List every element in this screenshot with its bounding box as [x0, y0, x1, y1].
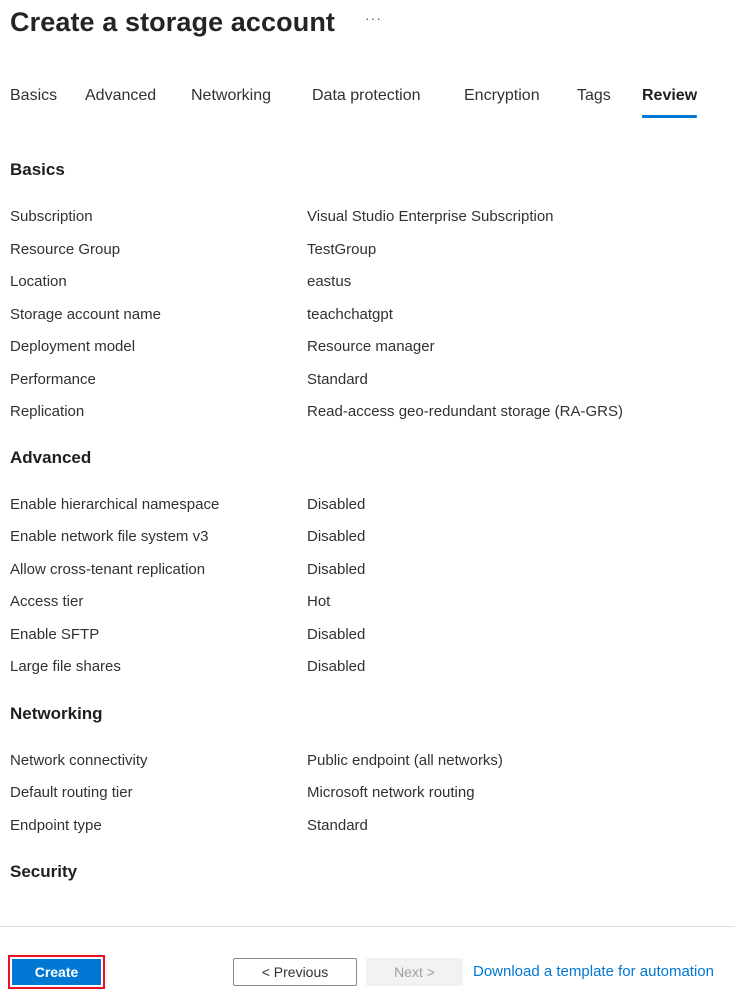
row-value: Microsoft network routing: [307, 784, 475, 801]
row-value: teachchatgpt: [307, 306, 393, 323]
row-label: Subscription: [10, 208, 93, 225]
section-heading-basics: Basics: [10, 160, 65, 179]
section-heading-advanced: Advanced: [10, 448, 92, 467]
wizard-tabs: [0, 76, 735, 118]
row-label: Replication: [10, 403, 85, 420]
row-value: Disabled: [307, 496, 366, 513]
row-value: Visual Studio Enterprise Subscription: [307, 208, 554, 225]
summary-row: [10, 655, 730, 679]
previous-button[interactable]: < Previous: [233, 958, 357, 986]
summary-row: [10, 303, 730, 327]
row-label: Endpoint type: [10, 817, 102, 834]
title-row: [10, 2, 382, 42]
row-value: Standard: [307, 817, 368, 834]
row-label: Default routing tier: [10, 784, 133, 801]
tab-advanced[interactable]: Advanced: [85, 87, 157, 104]
summary-row: [10, 781, 730, 805]
summary-row: [10, 558, 730, 582]
tab-data-protection[interactable]: Data protection: [312, 87, 421, 104]
summary-row: [10, 335, 730, 359]
summary-row: [10, 749, 730, 773]
row-label: Large file shares: [10, 658, 121, 675]
footer-divider: [0, 926, 735, 927]
page-title: Create a storage account: [10, 6, 336, 37]
create-button[interactable]: Create: [12, 959, 101, 985]
summary-row: [10, 400, 730, 424]
row-label: Enable network file system v3: [10, 528, 209, 545]
section-heading-security: Security: [10, 862, 78, 881]
row-label: Access tier: [10, 593, 84, 610]
summary-row: [10, 623, 730, 647]
row-label: Resource Group: [10, 241, 121, 258]
next-button: Next >: [366, 958, 463, 986]
row-label: Enable hierarchical namespace: [10, 496, 220, 513]
row-label: Storage account name: [10, 306, 161, 323]
summary-row: [10, 238, 730, 262]
row-value: Disabled: [307, 561, 366, 578]
tab-review[interactable]: Review: [642, 76, 697, 116]
download-template-link[interactable]: Download a template for automation: [473, 963, 714, 980]
row-value: Disabled: [307, 528, 366, 545]
row-value: Disabled: [307, 658, 366, 675]
summary-row: [10, 368, 730, 392]
row-label: Network connectivity: [10, 752, 148, 769]
row-label: Performance: [10, 371, 96, 388]
summary-row: [10, 270, 730, 294]
row-label: Allow cross-tenant replication: [10, 561, 206, 578]
row-label: Location: [10, 273, 67, 290]
row-value: Resource manager: [307, 338, 435, 355]
tab-networking[interactable]: Networking: [191, 87, 272, 104]
row-value: Standard: [307, 371, 368, 388]
row-label: Deployment model: [10, 338, 136, 355]
summary-row: [10, 493, 730, 517]
summary-row: [10, 814, 730, 838]
summary-row: [10, 590, 730, 614]
tab-basics[interactable]: Basics: [10, 87, 58, 104]
tab-tags[interactable]: Tags: [577, 87, 611, 104]
row-label: Enable SFTP: [10, 626, 100, 643]
row-value: Public endpoint (all networks): [307, 752, 503, 769]
row-value: Disabled: [307, 626, 366, 643]
row-value: Read-access geo-redundant storage (RA-GRS): [307, 403, 623, 420]
section-heading-networking: Networking: [10, 704, 103, 723]
more-options-button[interactable]: ···: [365, 10, 383, 26]
create-button-highlight: [8, 955, 105, 989]
row-value: TestGroup: [307, 241, 377, 258]
tab-encryption[interactable]: Encryption: [464, 87, 540, 104]
row-value: eastus: [307, 273, 352, 290]
summary-row: [10, 525, 730, 549]
row-value: Hot: [307, 593, 331, 610]
summary-row: [10, 205, 730, 229]
